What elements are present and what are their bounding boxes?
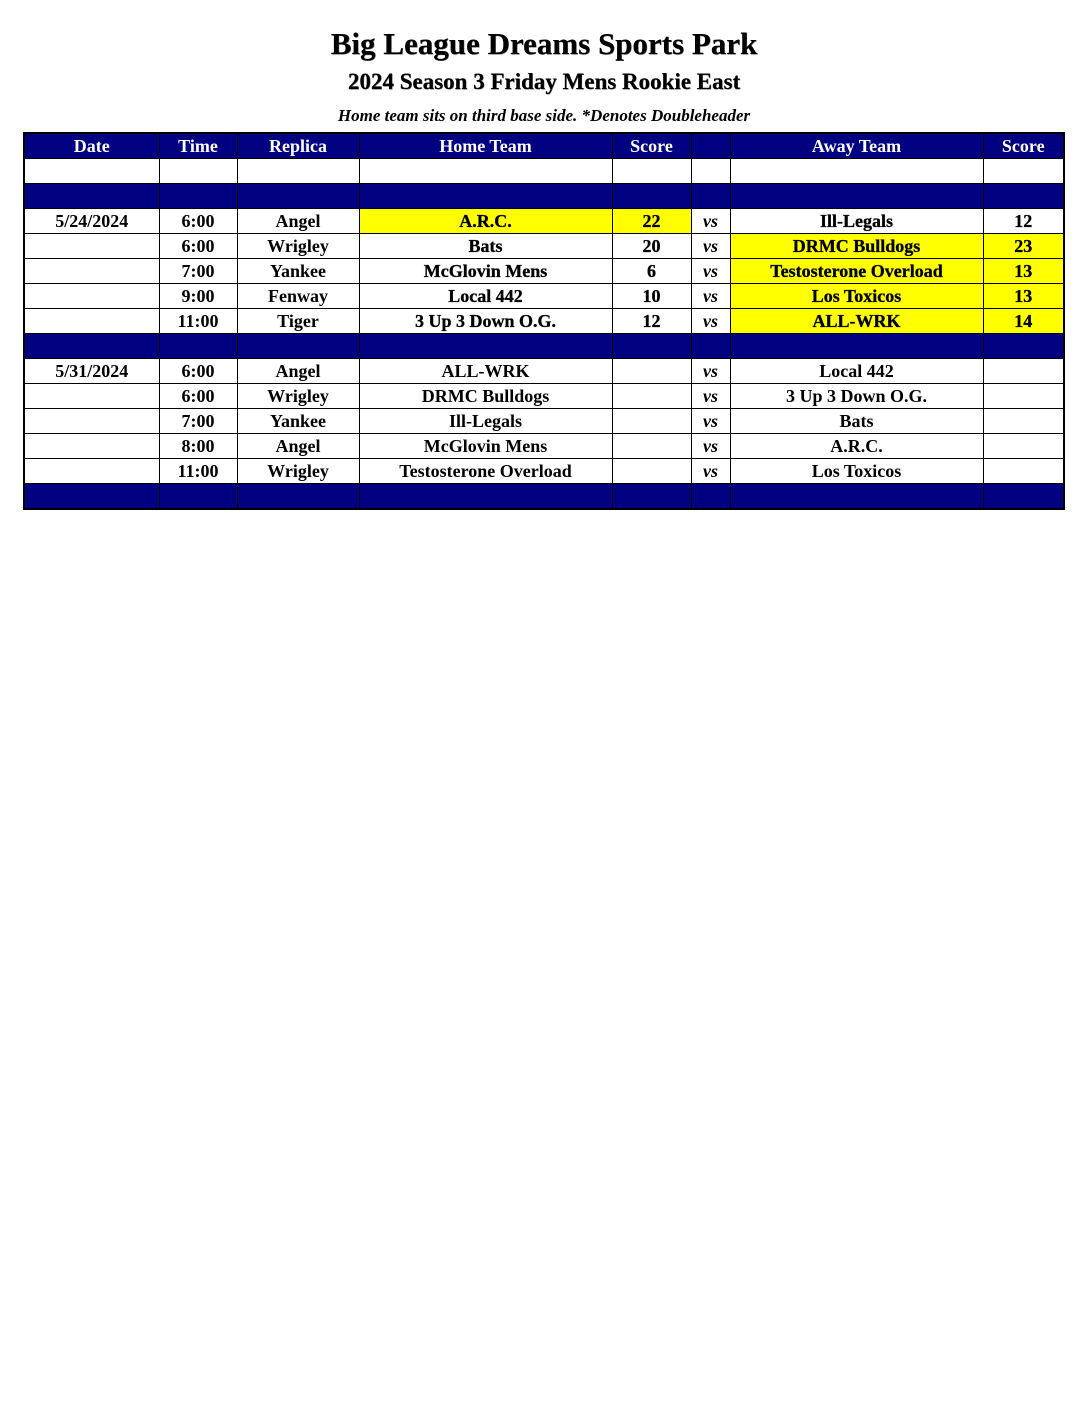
home-team: A.R.C. — [359, 209, 612, 234]
home-score — [612, 384, 691, 409]
home-score — [612, 459, 691, 484]
game-row — [24, 209, 1064, 234]
away-team: Los Toxicos — [730, 459, 983, 484]
vs-label: vs — [691, 309, 730, 334]
game-row — [24, 359, 1064, 384]
away-team: Local 442 — [730, 359, 983, 384]
game-date — [24, 409, 159, 434]
home-score — [612, 409, 691, 434]
vs-label: vs — [691, 459, 730, 484]
game-date: 5/31/2024 — [24, 359, 159, 384]
game-date — [24, 309, 159, 334]
away-team: DRMC Bulldogs — [730, 234, 983, 259]
schedule-body — [24, 159, 1064, 510]
home-team: Testosterone Overload — [359, 459, 612, 484]
away-score — [983, 384, 1064, 409]
game-row — [24, 259, 1064, 284]
game-time: 6:00 — [159, 359, 237, 384]
column-header-date: Date — [24, 133, 159, 159]
home-score — [612, 434, 691, 459]
vs-label: vs — [691, 234, 730, 259]
game-time: 6:00 — [159, 384, 237, 409]
column-header-away-team: Away Team — [730, 133, 983, 159]
home-score: 22 — [612, 209, 691, 234]
home-score: 12 — [612, 309, 691, 334]
column-header-replica: Replica — [237, 133, 359, 159]
game-replica: Angel — [237, 359, 359, 384]
game-replica: Fenway — [237, 284, 359, 309]
header-row — [24, 133, 1064, 159]
game-time: 9:00 — [159, 284, 237, 309]
away-score — [983, 434, 1064, 459]
away-team: Testosterone Overload — [730, 259, 983, 284]
home-team: ALL-WRK — [359, 359, 612, 384]
vs-label: vs — [691, 259, 730, 284]
home-team: McGlovin Mens — [359, 434, 612, 459]
vs-label: vs — [691, 434, 730, 459]
game-time: 6:00 — [159, 209, 237, 234]
home-score: 10 — [612, 284, 691, 309]
away-team: 3 Up 3 Down O.G. — [730, 384, 983, 409]
away-score — [983, 459, 1064, 484]
home-score: 6 — [612, 259, 691, 284]
column-header-vs — [691, 133, 730, 159]
away-team: ALL-WRK — [730, 309, 983, 334]
blank-row — [24, 159, 1064, 184]
game-row — [24, 434, 1064, 459]
game-time: 8:00 — [159, 434, 237, 459]
column-header-away-score: Score — [983, 133, 1064, 159]
home-score: 20 — [612, 234, 691, 259]
game-time: 11:00 — [159, 309, 237, 334]
separator-row — [24, 484, 1064, 510]
away-team: Los Toxicos — [730, 284, 983, 309]
column-header-time: Time — [159, 133, 237, 159]
away-score: 12 — [983, 209, 1064, 234]
game-row — [24, 234, 1064, 259]
home-team: McGlovin Mens — [359, 259, 612, 284]
game-replica: Yankee — [237, 409, 359, 434]
home-team: DRMC Bulldogs — [359, 384, 612, 409]
schedule-note: Home team sits on third base side. *Denotes Doubleheader — [337, 106, 751, 125]
page-title: Big League Dreams Sports Park — [330, 26, 758, 61]
home-team: Ill-Legals — [359, 409, 612, 434]
game-date — [24, 459, 159, 484]
game-replica: Yankee — [237, 259, 359, 284]
column-header-home-score: Score — [612, 133, 691, 159]
away-score: 13 — [983, 259, 1064, 284]
separator-row — [24, 184, 1064, 209]
game-row — [24, 459, 1064, 484]
game-time: 6:00 — [159, 234, 237, 259]
game-replica: Wrigley — [237, 459, 359, 484]
game-row — [24, 384, 1064, 409]
home-score — [612, 359, 691, 384]
vs-label: vs — [691, 359, 730, 384]
page-subtitle: 2024 Season 3 Friday Mens Rookie East — [347, 69, 741, 94]
game-date — [24, 234, 159, 259]
game-date — [24, 434, 159, 459]
schedule-table — [23, 132, 1065, 510]
game-replica: Wrigley — [237, 384, 359, 409]
game-replica: Angel — [237, 209, 359, 234]
game-date — [24, 384, 159, 409]
away-team: Ill-Legals — [730, 209, 983, 234]
away-score — [983, 359, 1064, 384]
away-score: 23 — [983, 234, 1064, 259]
vs-label: vs — [691, 409, 730, 434]
vs-label: vs — [691, 209, 730, 234]
game-time: 7:00 — [159, 409, 237, 434]
away-score: 13 — [983, 284, 1064, 309]
game-date: 5/24/2024 — [24, 209, 159, 234]
away-team: A.R.C. — [730, 434, 983, 459]
separator-row — [24, 334, 1064, 359]
game-row — [24, 309, 1064, 334]
column-header-home-team: Home Team — [359, 133, 612, 159]
home-team: 3 Up 3 Down O.G. — [359, 309, 612, 334]
game-time: 11:00 — [159, 459, 237, 484]
home-team: Bats — [359, 234, 612, 259]
game-date — [24, 284, 159, 309]
game-replica: Wrigley — [237, 234, 359, 259]
game-row — [24, 409, 1064, 434]
game-date — [24, 259, 159, 284]
game-replica: Tiger — [237, 309, 359, 334]
game-row — [24, 284, 1064, 309]
game-replica: Angel — [237, 434, 359, 459]
away-score — [983, 409, 1064, 434]
game-time: 7:00 — [159, 259, 237, 284]
away-team: Bats — [730, 409, 983, 434]
vs-label: vs — [691, 284, 730, 309]
away-score: 14 — [983, 309, 1064, 334]
home-team: Local 442 — [359, 284, 612, 309]
vs-label: vs — [691, 384, 730, 409]
